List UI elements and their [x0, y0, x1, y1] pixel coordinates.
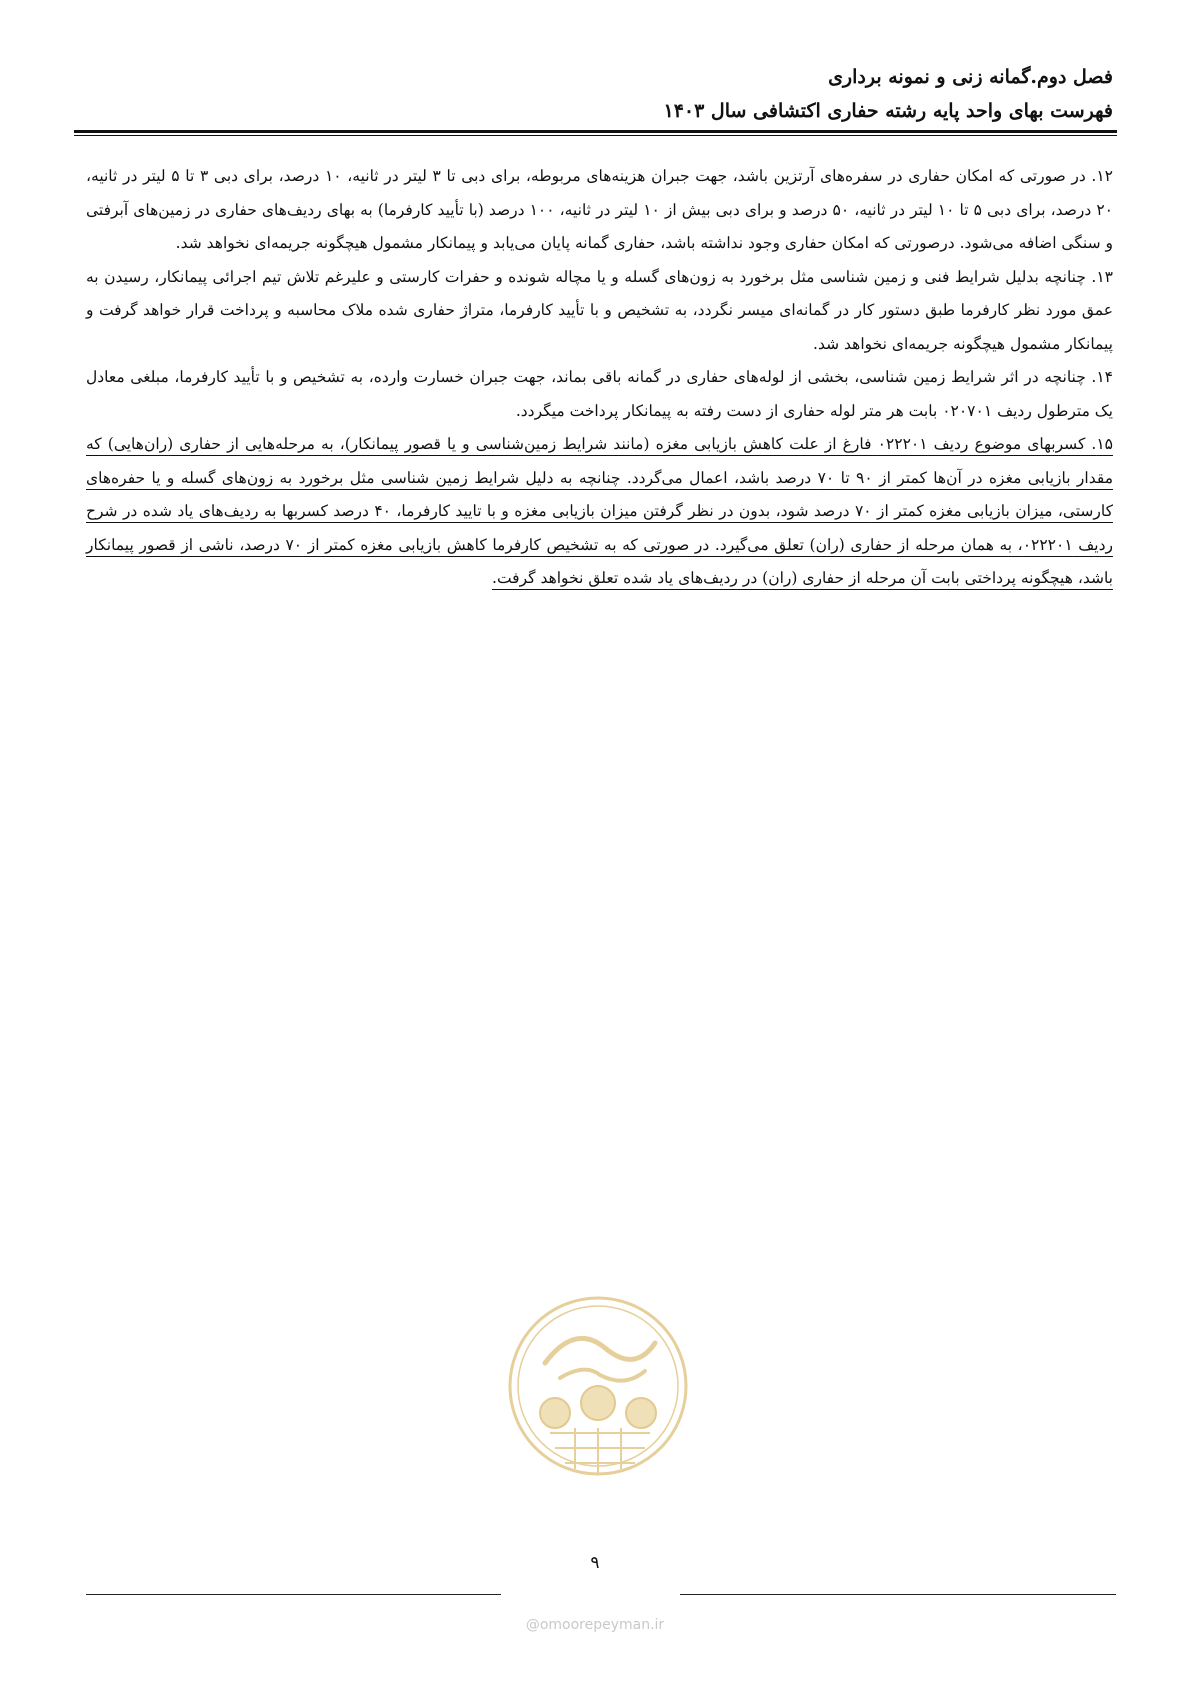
- body-text: [86, 160, 1113, 596]
- chapter-title: فصل دوم.گمانه زنی و نمونه برداری: [828, 66, 1113, 88]
- paragraph-14: ۱۴. چنانچه در اثر شرایط زمین شناسی، بخشی از لوله‌های حفاری در گمانه باقی بماند، جهت جبران خسارت وارده، به تشخیص و با تأیید کارفرما، مبلغی معادل یک مترطول ردیف ۰۲۰۷۰۱ بابت هر متر لوله حفاری از دست رفته به پیمانکار پرداخت میگردد.: [86, 368, 1113, 420]
- page-number: ۹: [590, 1553, 600, 1573]
- footer-rule-left: [86, 1594, 501, 1595]
- paragraph-12: ۱۲. در صورتی که امکان حفاری در سفره‌های آرتزین باشد، جهت جبران هزینه‌های مربوطه، برای دبی تا ۳ لیتر در ثانیه، ۱۰ درصد، برای دبی ۳ تا ۵ لیتر در ثانیه، ۲۰ درصد، برای دبی ۵ تا ۱۰ لیتر در ثانیه، ۵۰ درصد و برای دبی بیش از ۱۰ لیتر در ثانیه، ۱۰۰ درصد (با تأیید کارفرما) به بهای ردیف‌های حفاری در زمین‌های آبرفتی و سنگی اضافه می‌شود. درصورتی که امکان حفاری وجود نداشته باشد، حفاری گمانه پایان می‌یابد و پیمانکار مشمول هیچگونه جریمه‌ای نخواهد شد.: [86, 167, 1114, 252]
- paragraph-13: ۱۳. چنانچه بدلیل شرایط فنی و زمین شناسی مثل برخورد به زون‌های گسله و یا مچاله شونده و حفرات کارستی و علیرغم تلاش تیم اجرائی پیمانکار، رسیدن به عمق مورد نظر کارفرما طبق دستور کار در گمانه‌ای میسر نگردد، به تشخیص و با تأیید کارفرما، متراژ حفاری شده ملاک محاسبه و پرداخت قرار خواهد گرفت و پیمانکار مشمول هیچگونه جریمه‌ای نخواهد شد.: [86, 267, 1113, 353]
- omoore-peyman-logo: [505, 1293, 691, 1479]
- header-rule-thin: [74, 135, 1117, 136]
- page-header: [86, 60, 1113, 128]
- header-rule-thick: [74, 130, 1117, 133]
- document-title: فهرست بهای واحد پایه رشته حفاری اکتشافی سال ۱۴۰۳: [663, 100, 1113, 122]
- website-watermark: @omoorepeyman.ir: [525, 1617, 665, 1633]
- paragraph-15: ۱۵. کسربهای موضوع ردیف ۰۲۲۲۰۱ فارغ از علت کاهش بازیابی مغزه (مانند شرایط زمین‌شناسی و یا قصور پیمانکار)، به مرحله‌هایی از حفاری (ران‌هایی) که مقدار بازیابی مغزه در آن‌ها کمتر از ۹۰ تا ۷۰ درصد باشد، اعمال می‌گردد. چنانچه به دلیل شرایط زمین شناسی مثل برخورد به زون‌های گسله و یا حفره‌های کارستی، میزان بازیابی مغزه کمتر از ۷۰ درصد شود، بدون در نظر گرفتن میزان بازیابی مغزه و با تایید کارفرما، ۴۰ درصد کسربها به ردیف‌های یاد شده در شرح ردیف ۰۲۲۲۰۱، به همان مرحله از حفاری (ران) تعلق می‌گیرد. در صورتی که به تشخیص کارفرما کاهش بازیابی مغزه کمتر از ۷۰ درصد، ناشی از قصور پیمانکار باشد، هیچگونه پرداختی بابت آن مرحله از حفاری (ران) در ردیف‌های یاد شده تعلق نخواهد گرفت.: [86, 435, 1114, 587]
- footer-rule-right: [680, 1594, 1116, 1595]
